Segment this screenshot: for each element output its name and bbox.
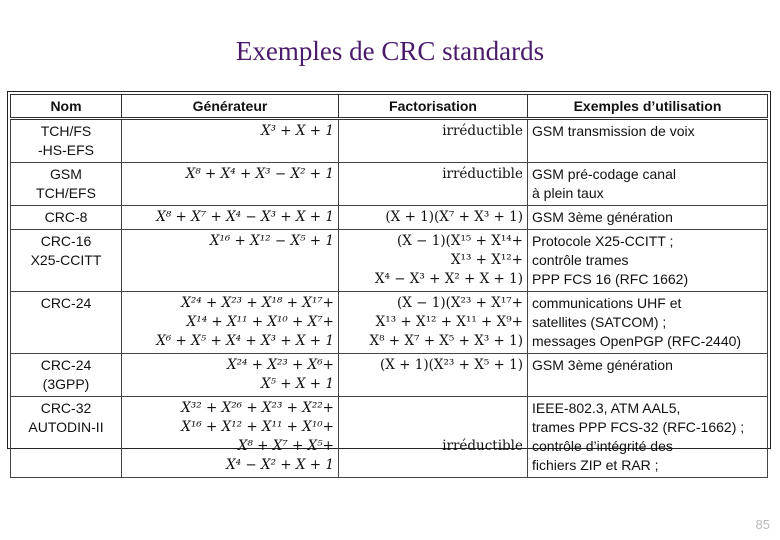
cell-generator <box>122 206 339 230</box>
cell-usage-line: communications UHF et <box>532 295 682 311</box>
table-row <box>11 354 768 397</box>
cell-generator-line: X¹⁶ + X¹² + X¹¹ + X¹⁰+ <box>181 419 334 435</box>
cell-factorisation-line <box>343 418 523 437</box>
cell-factorisation <box>339 354 528 397</box>
cell-generator-line: X³ + X + 1 <box>260 123 334 139</box>
cell-usage <box>528 354 768 397</box>
crc-table-frame <box>7 91 771 473</box>
cell-generator <box>122 292 339 354</box>
cell-usage <box>528 397 768 478</box>
cell-factorisation-line: irréductible <box>442 166 523 182</box>
cell-name-line: CRC-24 <box>40 357 92 373</box>
cell-name-line: -HS-EFS <box>38 142 94 158</box>
cell-factorisation <box>339 230 528 292</box>
cell-name <box>11 206 122 230</box>
cell-factorisation <box>339 206 528 230</box>
cell-name-line: CRC-16 <box>40 233 92 249</box>
cell-factorisation-line: irréductible <box>442 123 523 139</box>
cell-name-line: AUTODIN-II <box>28 419 104 435</box>
cell-usage-line: Protocole X25-CCITT ; <box>532 233 674 249</box>
cell-usage <box>528 206 768 230</box>
cell-name <box>11 292 122 354</box>
cell-factorisation <box>339 119 528 163</box>
header-exemples: Exemples d’utilisation <box>528 95 768 119</box>
header-generateur: Générateur <box>122 95 339 119</box>
cell-factorisation-line: (X + 1)(X⁷ + X³ + 1) <box>385 209 523 225</box>
table-row <box>11 206 768 230</box>
cell-usage-line: trames PPP FCS-32 (RFC-1662) ; <box>532 419 745 435</box>
cell-factorisation-line <box>343 399 523 418</box>
table-body <box>11 119 768 478</box>
cell-factorisation-line: X⁸ + X⁷ + X⁵ + X³ + 1) <box>369 333 523 349</box>
cell-generator-line: X⁵ + X + 1 <box>260 376 334 392</box>
table-header-row <box>11 95 768 119</box>
cell-generator <box>122 397 339 478</box>
table-row <box>11 230 768 292</box>
table-row <box>11 163 768 206</box>
cell-usage-line: GSM transmission de voix <box>532 123 695 139</box>
cell-generator-line: X¹⁶ + X¹² − X⁵ + 1 <box>209 233 334 249</box>
cell-factorisation-line: (X + 1)(X²³ + X⁵ + 1) <box>380 357 523 373</box>
cell-factorisation-line: (X − 1)(X¹⁵ + X¹⁴+ <box>397 233 523 249</box>
cell-usage-line: GSM pré-codage canal <box>532 166 676 182</box>
cell-usage-line: contrôle trames <box>532 252 629 268</box>
cell-name <box>11 119 122 163</box>
cell-usage-line: à plein taux <box>532 185 604 201</box>
cell-name-line: GSM <box>50 166 82 182</box>
cell-usage-line: contrôle d’intégrité des <box>532 438 673 454</box>
table-row <box>11 119 768 163</box>
cell-name <box>11 230 122 292</box>
header-nom: Nom <box>11 95 122 119</box>
table-row <box>11 397 768 478</box>
cell-factorisation-line: irréductible <box>442 438 523 454</box>
cell-factorisation-line: (X − 1)(X²³ + X¹⁷+ <box>397 295 523 311</box>
cell-usage-line: fichiers ZIP et RAR ; <box>532 457 659 473</box>
cell-generator-line: X⁸ + X⁷ + X⁵+ <box>237 438 334 454</box>
cell-usage-line: GSM 3ème génération <box>532 209 673 225</box>
cell-name <box>11 163 122 206</box>
cell-generator-line: X⁴ − X² + X + 1 <box>226 457 334 473</box>
cell-generator-line: X²⁴ + X²³ + X⁶+ <box>227 357 334 373</box>
cell-generator-line: X⁸ + X⁷ + X⁴ − X³ + X + 1 <box>156 209 334 225</box>
cell-factorisation <box>339 292 528 354</box>
cell-name <box>11 354 122 397</box>
slide-title: Exemples de CRC standards <box>235 36 545 66</box>
table-row <box>11 292 768 354</box>
cell-name-line: CRC-8 <box>44 209 88 225</box>
cell-generator-line: X³² + X²⁶ + X²³ + X²²+ <box>181 400 334 416</box>
cell-name-line: TCH/EFS <box>36 185 96 201</box>
cell-factorisation-line: X¹³ + X¹² + X¹¹ + X⁹+ <box>375 314 523 330</box>
cell-generator <box>122 354 339 397</box>
cell-name <box>11 397 122 478</box>
cell-usage <box>528 292 768 354</box>
cell-usage-line: messages OpenPGP (RFC-2440) <box>532 333 742 349</box>
cell-factorisation <box>339 163 528 206</box>
cell-factorisation-line: X¹³ + X¹²+ <box>450 252 523 268</box>
cell-usage-line: IEEE-802.3, ATM AAL5, <box>532 400 681 416</box>
cell-factorisation <box>339 397 528 478</box>
header-factorisation: Factorisation <box>339 95 528 119</box>
cell-usage <box>528 163 768 206</box>
cell-generator-line: X²⁴ + X²³ + X¹⁸ + X¹⁷+ <box>181 295 334 311</box>
cell-generator <box>122 163 339 206</box>
cell-usage-line: GSM 3ème génération <box>532 357 673 373</box>
cell-usage <box>528 230 768 292</box>
cell-usage <box>528 119 768 163</box>
cell-factorisation-line: X⁴ − X³ + X² + X + 1) <box>374 271 523 287</box>
cell-name-line: CRC-24 <box>40 295 92 311</box>
cell-generator <box>122 230 339 292</box>
cell-name-line: (3GPP) <box>42 376 90 392</box>
page-number: 85 <box>755 517 770 532</box>
cell-generator <box>122 119 339 163</box>
crc-table <box>10 94 768 478</box>
cell-generator-line: X¹⁴ + X¹¹ + X¹⁰ + X⁷+ <box>186 314 334 330</box>
cell-name-line: X25-CCITT <box>30 252 102 268</box>
cell-name-line: CRC-32 <box>40 400 92 416</box>
cell-name-line: TCH/FS <box>40 123 92 139</box>
cell-usage-line: PPP FCS 16 (RFC 1662) <box>532 271 689 287</box>
cell-generator-line: X⁶ + X⁵ + X⁴ + X³ + X + 1 <box>156 333 334 349</box>
cell-generator-line: X⁸ + X⁴ + X³ − X² + 1 <box>185 166 334 182</box>
cell-usage-line: satellites (SATCOM) ; <box>532 314 667 330</box>
